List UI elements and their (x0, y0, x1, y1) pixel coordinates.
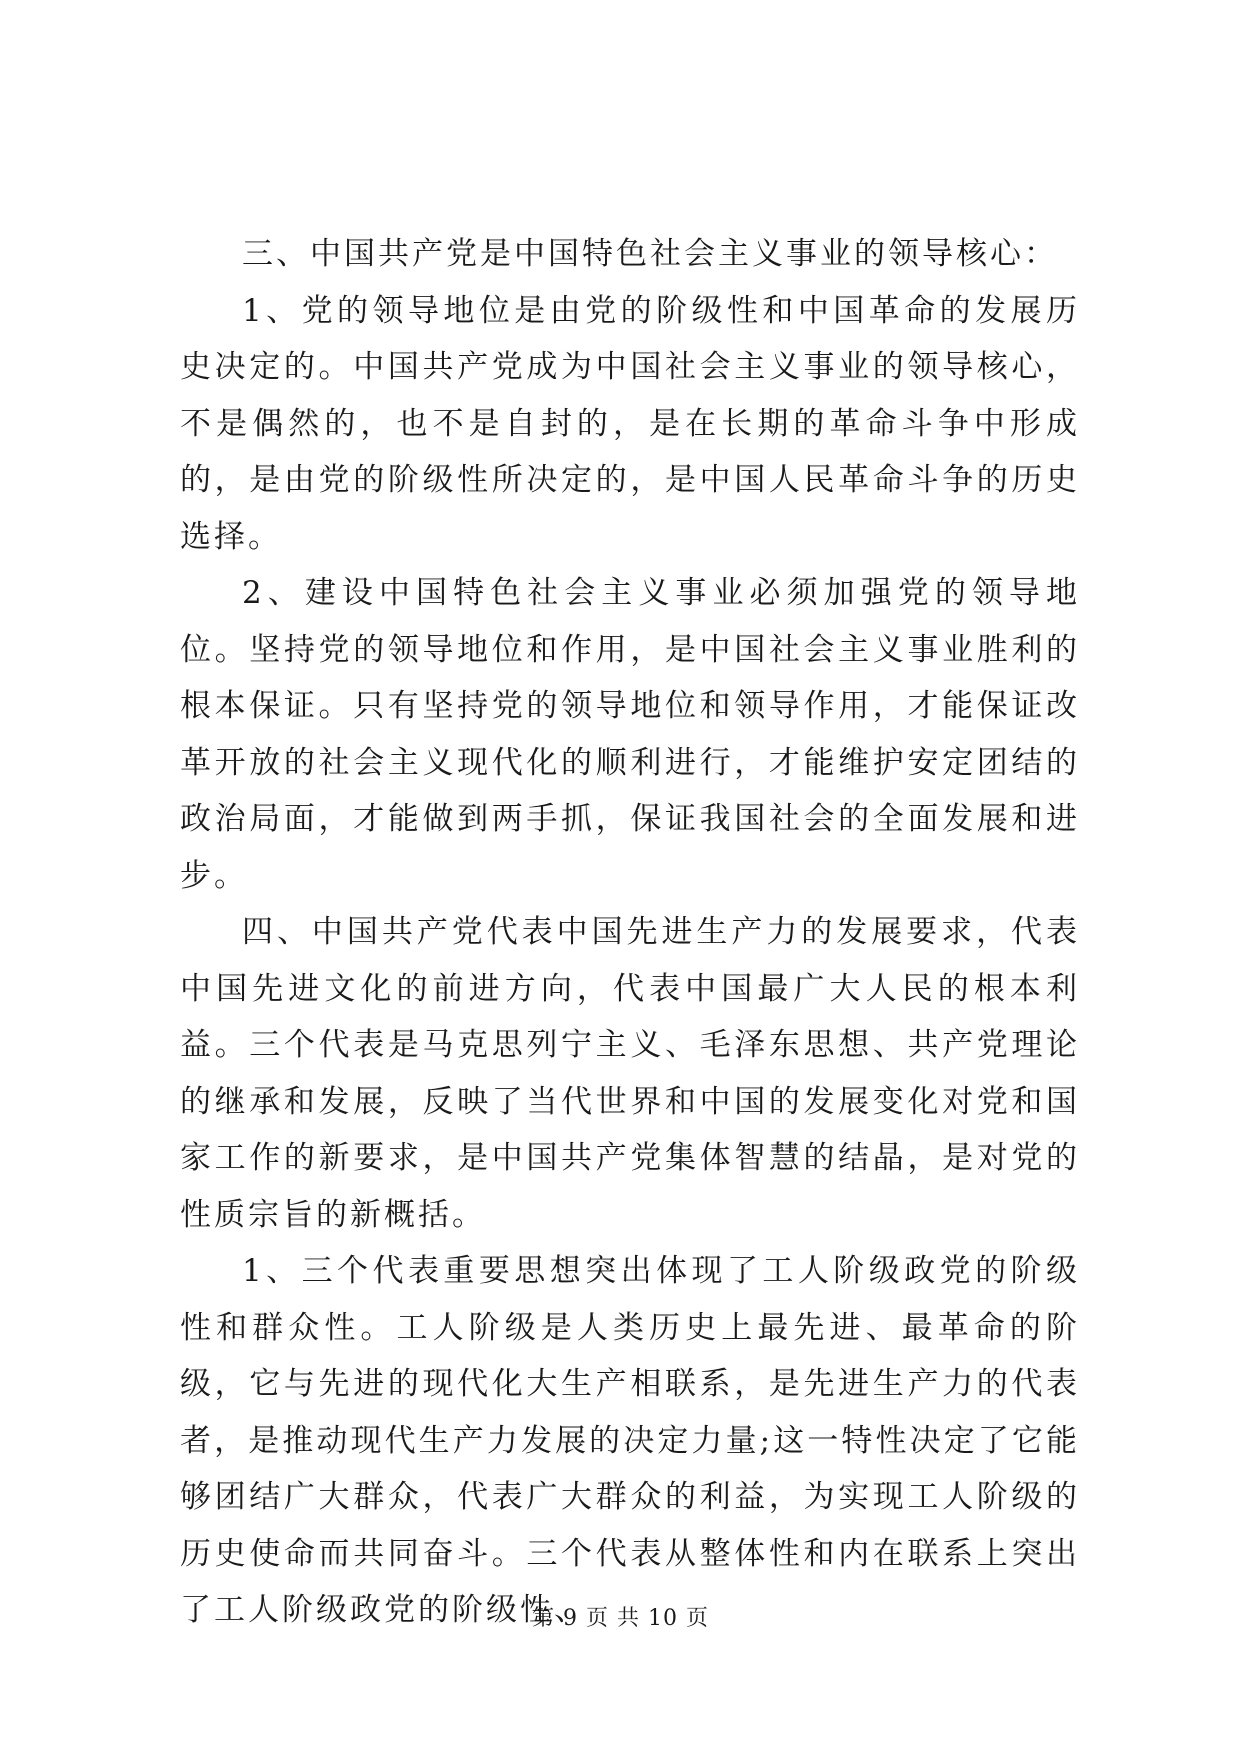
paragraph-section-3-heading: 三、中国共产党是中国特色社会主义事业的领导核心： (242, 236, 1058, 272)
paragraph-4-1: 1、三个代表重要思想突出体现了工人阶级政党的阶级性和群众性。工人阶级是人类历史上最先进、最革命的阶级，它与先进的现代化大生产相联系，是先进生产力的代表者，是推动现代生产力发展的决定力量;这一特性决定了它能够团结广大群众，代表广大群众的利益，为实现工人阶级的历史使命而共同奋斗。三个代表从整体性和内在联系上突出了工人阶级政党的阶级性、 (180, 1253, 1080, 1628)
page-number-footer: 第 9 页 共 10 页 (532, 1606, 709, 1631)
document-body (180, 226, 1080, 1639)
paragraph-section-4: 四、中国共产党代表中国先进生产力的发展要求，代表中国先进文化的前进方向，代表中国最广大人民的根本利益。三个代表是马克思列宁主义、毛泽东思想、共产党理论的继承和发展，反映了当代世界和中国的发展变化对党和国家工作的新要求，是中国共产党集体智慧的结晶，是对党的性质宗旨的新概括。 (180, 914, 1080, 1233)
paragraph-3-1: 1、党的领导地位是由党的阶级性和中国革命的发展历史决定的。中国共产党成为中国社会主义事业的领导核心，不是偶然的，也不是自封的，是在长期的革命斗争中形成的，是由党的阶级性所决定的，是中国人民革命斗争的历史选择。 (180, 292, 1080, 555)
paragraph-3-2: 2、建设中国特色社会主义事业必须加强党的领导地位。坚持党的领导地位和作用，是中国社会主义事业胜利的根本保证。只有坚持党的领导地位和领导作用，才能保证改革开放的社会主义现代化的顺利进行，才能维护安定团结的政治局面，才能做到两手抓，保证我国社会的全面发展和进步。 (180, 575, 1080, 894)
